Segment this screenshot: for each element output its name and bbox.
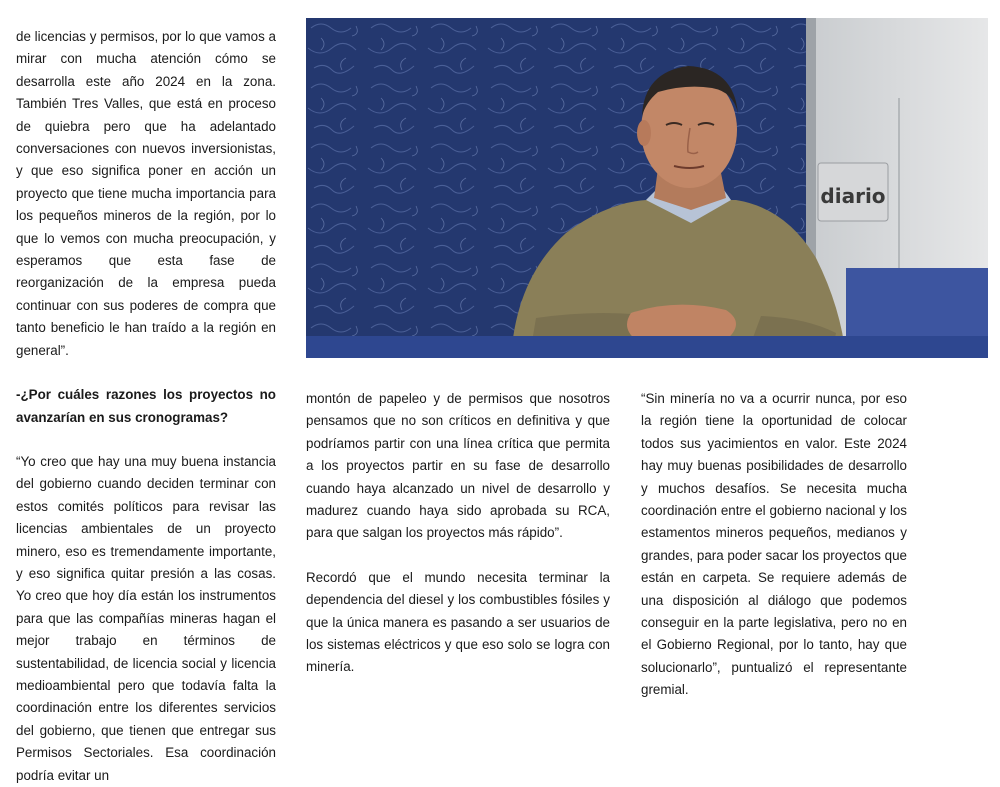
paragraph: montón de papeleo y de permisos que nosotros pensamos que no son críticos en definitiva y que podríamos partir con una línea crítica que permita a los proyectos partir en su fase de desarrollo cuando haya alcanzado un nivel de desarrollo y madurez cuando haya sido aprobada su RCA, para que salgan los proyectos más rápido”.	[306, 391, 610, 541]
interview-photo	[306, 18, 988, 358]
table	[306, 336, 988, 358]
paragraph: “Sin minería no va a ocurrir nunca, por eso la región tiene la oportunidad de colocar todos sus yacimientos en valor. Este 2024 hay muy buenas posibilidades de desarrollo y muchos desafíos. Se necesita mucha coordinación entre el gobierno nacional y los estamentos mineros pequeños, medianos y grandes, para poder sacar los proyectos que están en carpeta. Se requiere además de una disposición al diálogo que podemos conseguir en la parte legislativa, pero no en el Gobierno Regional, por lo tanto, hay que solucionarlo”, puntualizó el representante gremial.	[641, 391, 907, 698]
article-column-1	[16, 26, 276, 787]
interview-question: -¿Por cuáles razones los proyectos no avanzarían en sus cronogramas?	[16, 387, 276, 425]
article-column-3	[641, 388, 907, 702]
paragraph: de licencias y permisos, por lo que vamos a mirar con mucha atención cómo se desarrolla este año 2024 en la zona. También Tres Valles, que está en proceso de quiebra pero que ha adelantado conversaciones con nuevos inversionistas, y que eso significa poner en acción un proyecto que tiene mucha importancia para los pequeños mineros de la región, por lo que lo vemos con mucha preocupación, y esperamos que esta fase de reorganización de la empresa pueda continuar con sus poderes de compra que tanto beneficio le han traído a la región en general”.	[16, 29, 276, 358]
paragraph: “Yo creo que hay una muy buena instancia del gobierno cuando deciden terminar con estos comités políticos para revisar las licencias ambientales de un proyecto minero, eso es tremendamente importante, y eso significa quitar presión a las cosas. Yo creo que hoy día están los instrumentos para que las compañías mineras hagan el mejor trabajo en términos de sustentabilidad, de licencia social y licencia medioambiental pero que todavía falta la coordinación entre los diferentes servicios del gobierno, que tienen que entregar sus Permisos Sectoriales. Esa coordinación podría evitar un	[16, 453, 276, 783]
newspaper-logo-sign	[818, 163, 888, 221]
sign-text: diario	[820, 184, 886, 208]
paragraph: Recordó que el mundo necesita terminar la dependencia del diesel y los combustibles fósiles y que la única manera es pasando a ser usuarios de los sistemas eléctricos y que eso solo se logra con minería.	[306, 569, 610, 675]
article-column-2	[306, 388, 610, 679]
